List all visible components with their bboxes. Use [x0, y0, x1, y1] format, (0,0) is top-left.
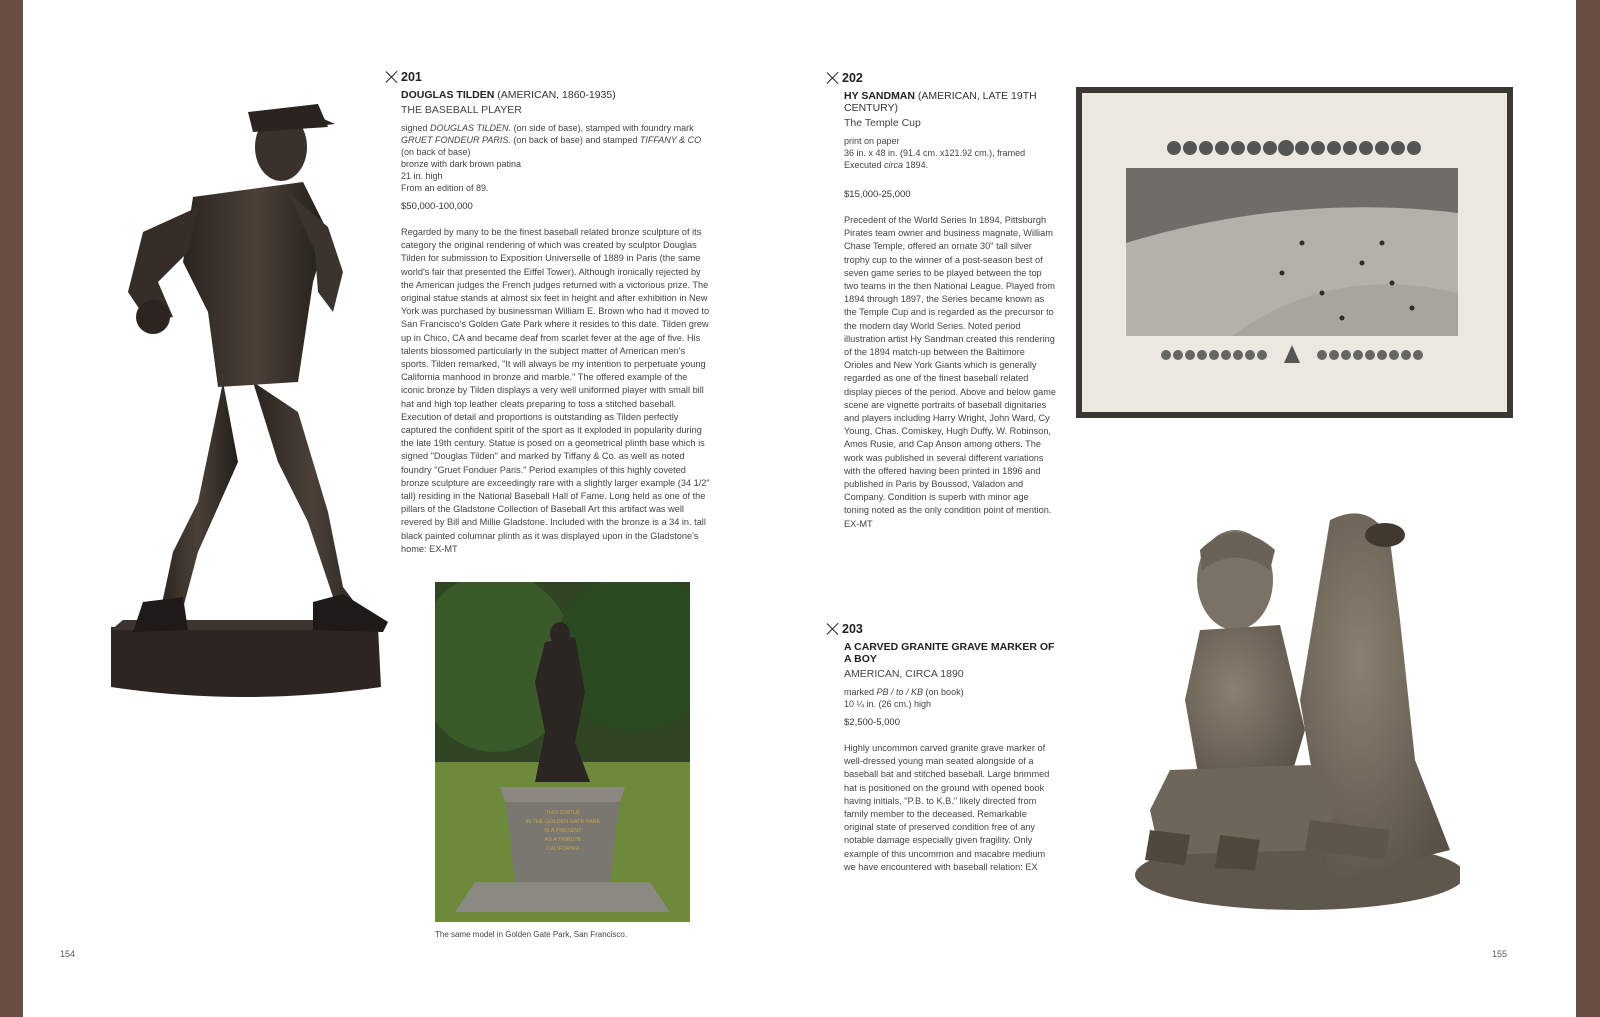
svg-text:IN THE GOLDEN GATE PARK: IN THE GOLDEN GATE PARK — [525, 819, 601, 825]
lot-202-entry — [826, 71, 1056, 531]
svg-text:CALIFORNIA: CALIFORNIA — [546, 846, 580, 852]
lot-201-artist — [401, 89, 715, 101]
lot-201-entry — [385, 70, 715, 556]
lot-203-description: Highly uncommon carved granite grave marker of well-dressed young man seated alongside of a baseball bat and stitched baseball. Large brimmed hat is positioned on the ground with opened book having initials, "P.B. to K.B." likely directed from family member to the deceased. Remarkable original state of preserved condition free of any notable damage especially given fragility. Only example of this uncommon and macabre medium we have encountered with baseball relation: EX — [844, 743, 1050, 872]
lot-202-artist-name: HY SANDMAN — [844, 90, 915, 102]
lot-201-number: 201 — [401, 70, 422, 84]
golden-gate-park-photo — [435, 582, 690, 922]
svg-text:IS A PRESENT: IS A PRESENT — [544, 828, 582, 834]
bronze-baseball-player-image — [103, 82, 393, 707]
page-number-right: 155 — [1492, 949, 1508, 959]
lot-201-header — [385, 70, 715, 84]
lot-203-header — [826, 622, 1056, 636]
page-number-left: 154 — [60, 949, 76, 959]
lot-201-estimate: $50,000-100,000 — [401, 201, 473, 212]
lot-202-title: The Temple Cup — [844, 117, 921, 129]
lot-202-details: print on paper 36 in. x 48 in. (91.4 cm. x121.92 cm.), framed Executed circa 1894. — [844, 136, 1026, 170]
lot-203-title: A CARVED GRANITE GRAVE MARKER OF A BOY — [844, 641, 1055, 665]
lot-203-number: 203 — [842, 622, 863, 636]
svg-text:AS A TRIBUTE: AS A TRIBUTE — [544, 837, 582, 843]
lot-203-entry — [826, 622, 1056, 874]
lot-202-artist-info: (AMERICAN, LATE 19TH CENTURY) — [844, 90, 1037, 114]
lot-202-description: Precedent of the World Series In 1894, Pittsburgh Pirates team owner and business magnate, William Chase Temple, offered an ornate 30" tall silver trophy cup to the winner of a post-season best of seven game series to be played between the top two teams in the then National League. Played from 1894 through 1897, the Series became known as the Temple Cup and is regarded as the precursor to the modern day World Series. Noted period illustration artist Hy Sandman created this rendering of the 1894 match-up between the Baltimore Orioles and New York Giants which is generally regarded as one of the finest baseball related display pieces of the period. Above and below game scene are vignette portraits of baseball dignitaries and players including Harry Wright, John Ward, Cy Young, Chas. Comiskey, Hugh Duffy, W. Robinson, Amos Rusie, and Cap Anson among others. The work was published in several different variations with the offered having been printed in 1896 and published in Paris by Boussod, Valadon and Company. Condition is superb with minor age toning noted as the only condition point of mention. EX-MT — [844, 215, 1056, 529]
right-page — [800, 0, 1576, 1017]
lot-201-artist-info: (AMERICAN, 1860-1935) — [494, 89, 616, 101]
lot-202-artist — [844, 90, 1056, 114]
cross-mark-icon — [826, 71, 840, 85]
lot-202-number: 202 — [842, 71, 863, 85]
left-page — [23, 0, 800, 1017]
lot-202-estimate: $15,000-25,000 — [844, 189, 911, 200]
photo-caption: The same model in Golden Gate Park, San Francisco. — [435, 930, 628, 939]
lot-203-subtitle: AMERICAN, CIRCA 1890 — [844, 668, 964, 680]
temple-cup-framed-print — [1076, 87, 1513, 418]
lot-201-details: signed DOUGLAS TILDEN. (on side of base), stamped with foundry mark GRUET FONDEUR PARIS. (on back of base) and stamped TIFFANY & CO (on back of base) bronze with dark brown patina 21 in. high From an edition of 89. — [401, 123, 702, 193]
cross-mark-icon — [826, 622, 840, 636]
lot-201-description: Regarded by many to be the finest baseball related bronze sculpture of its category the original rendering of which was created by sculptor Douglas Tilden for submission to Exposition Universelle of 1889 in Paris (the same world's fair that presented the Eiffel Tower). Although ironically rejected by the American judges the French judges returned with a victorious prize. The original statue stands at almost six feet in height and after exhibition in New York was purchased by businessman William E. Brown who had it moved to San Francisco's Golden Gate Park where it resides to this date. Tilden grew up in Chico, CA and became deaf from scarlet fever at the age of five. His talents blossomed particularly in the subject matter of American men's sports. Tilden remarked, "It will always be my intention to perpetuate young California manhood in bronze and marble." The offered example of the iconic bronze by Tilden displays a very well uniformed player with small bill hat and high top leather cleats preparing to toss a stitched baseball. Execution of detail and proportions is outstanding as Tilden perfectly captured the confident spirit of the sport as it exploded in popularity during the late 19th century. Statue is posed on a geometrical plinth base which is signed "Douglas Tilden" and marked by Tiffany & Co. as well as noted foundry "Gruet Fonduer Paris." Period examples of this highly coveted bronze sculpture are exceedingly rare with a slightly larger example (34 1/2" tall) residing in the National Baseball Hall of Fame. Long held as one of the pillars of the Gladstone Collection of Baseball Art this artifact was well revered by Bill and Millie Gladstone. Included with the bronze is a 34 in. tall black painted columnar plinth as it was displayed upon in the Gladstone's home: EX-MT — [401, 227, 710, 554]
granite-grave-marker-image — [1130, 500, 1460, 915]
lot-201-title: THE BASEBALL PLAYER — [401, 104, 522, 116]
lot-203-estimate: $2,500-5,000 — [844, 717, 900, 728]
lot-202-header — [826, 71, 1056, 85]
svg-text:THIS STATUE: THIS STATUE — [545, 810, 581, 816]
cross-mark-icon — [385, 70, 399, 84]
lot-203-details: marked PB / to / KB (on book) 10 ¼ in. (26 cm.) high — [844, 687, 964, 709]
lot-201-artist-name: DOUGLAS TILDEN — [401, 89, 495, 101]
